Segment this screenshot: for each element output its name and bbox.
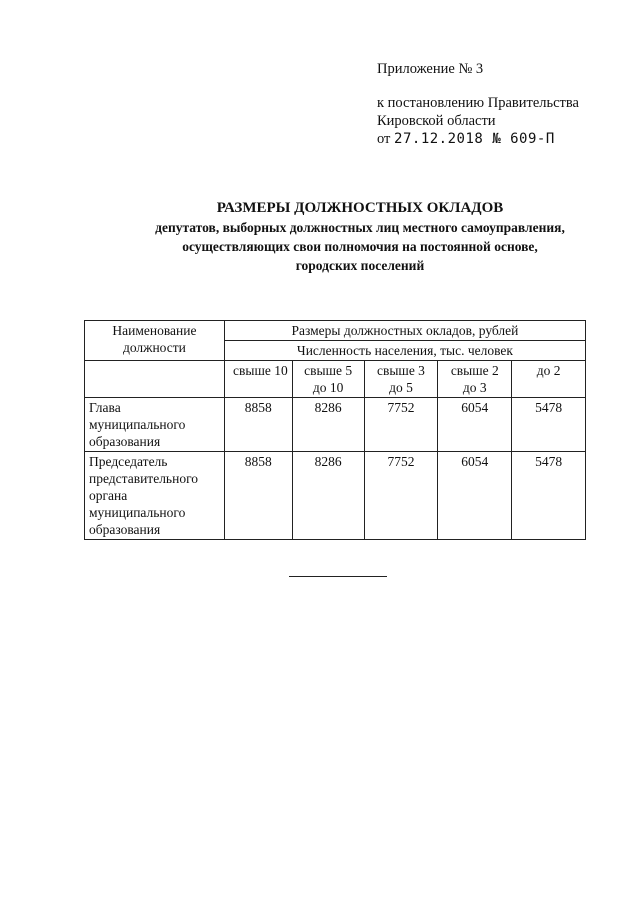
appendix-header [377,60,579,148]
group-header: до 2 [512,361,586,398]
salary-value: 7752 [364,398,438,452]
salary-value: 6054 [438,452,512,540]
salary-value: 5478 [512,452,586,540]
title-main: РАЗМЕРЫ ДОЛЖНОСТНЫХ ОКЛАДОВ [216,200,504,216]
appendix-number: Приложение № 3 [377,61,484,77]
salary-value: 5478 [512,398,586,452]
salary-table [84,320,586,540]
population-header: Численность населения, тыс. человек [224,341,585,361]
salary-header: Размеры должностных окладов, рублей [224,321,585,341]
appendix-region: Кировской области [377,113,496,129]
position-header: Наименование должности [85,321,225,361]
position-name: Глава муниципального образования [85,398,225,452]
title-line-2: осуществляющих свои полномочия на постоянной основе, [182,239,538,254]
title-line-3: городских поселений [295,258,425,273]
salary-value: 8858 [224,398,292,452]
closing-rule [289,576,387,577]
title-line-1: депутатов, выборных должностных лиц местного самоуправления, [155,220,565,235]
salary-value: 7752 [364,452,438,540]
appendix-date-prefix: от [377,131,391,147]
empty-cell [85,361,225,398]
group-header: свыше 5 до 10 [292,361,364,398]
population-groups-row [85,361,586,398]
group-header: свыше 10 [224,361,292,398]
table-header-row [85,321,586,341]
appendix-date-number: 27.12.2018 № 609-П [394,131,555,147]
salary-value: 8858 [224,452,292,540]
appendix-resolution-ref: к постановлению Правительства [377,95,579,111]
position-name: Председатель представительного органа муниципального образования [85,452,225,540]
group-header: свыше 2 до 3 [438,361,512,398]
salary-value: 8286 [292,452,364,540]
group-header: свыше 3 до 5 [364,361,438,398]
salary-value: 6054 [438,398,512,452]
table-row [85,452,586,540]
document-title [60,198,640,275]
appendix-date-line [377,130,579,148]
salary-value: 8286 [292,398,364,452]
table-row [85,398,586,452]
